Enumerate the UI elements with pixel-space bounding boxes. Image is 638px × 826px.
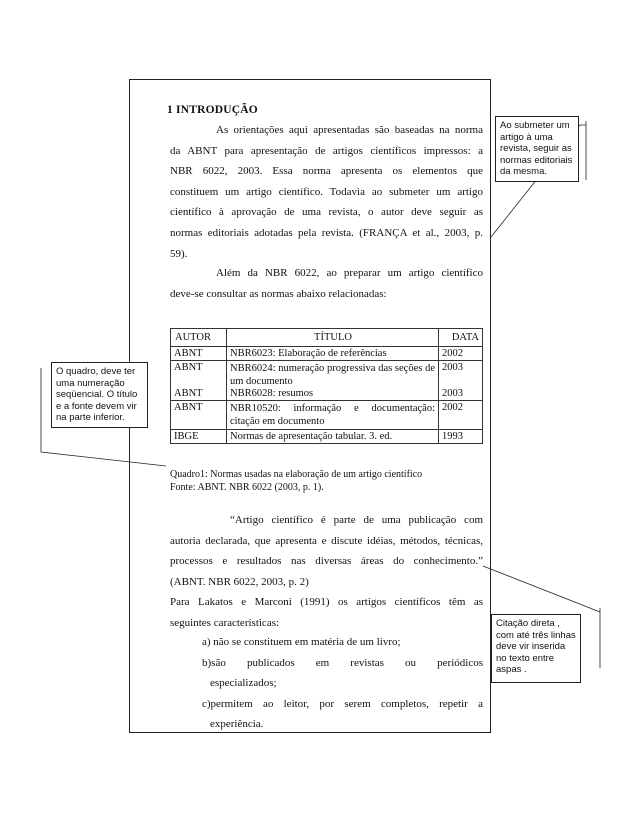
cell-data — [439, 361, 483, 401]
note-direct-quote: Citação direta , com até três linhas deve vir inserida no texto entre aspas . — [491, 614, 581, 683]
list-item: b)são publicados em revistas ou periódicos — [202, 656, 483, 669]
cell-data-line: 2003 — [442, 388, 463, 399]
table-row — [171, 401, 483, 430]
cell-titulo-line: NBR6024: numeração progressiva das seções de um documento — [230, 363, 435, 387]
cell-autor: ABNT — [171, 401, 227, 430]
paragraph-intro — [170, 120, 483, 264]
list-item: a) não se constituem em matéria de um livro; — [202, 636, 401, 648]
cell-titulo — [227, 361, 439, 401]
cell-autor-line: ABNT — [174, 388, 203, 399]
list-item-continuation: especializados; — [210, 677, 277, 690]
cell-titulo: Normas de apresentação tabular. 3. ed. — [227, 430, 439, 444]
text-line: processos e resultados nas diversas áreas do conhecimento.” — [170, 555, 483, 568]
caption-quadro: Quadro1: Normas usadas na elaboração de um artigo científico — [170, 469, 423, 480]
text-line: seguintes características: — [170, 616, 280, 629]
text-line: Além da NBR 6022, ao preparar um artigo científico — [216, 267, 483, 279]
direct-quote — [170, 510, 483, 592]
text-line: da ABNT para apresentação de artigos científicos impressos: a — [170, 144, 483, 157]
text-line: 59). — [170, 247, 188, 260]
cell-titulo-line: NBR6028: resumos — [230, 388, 314, 399]
text-line: científico à aprovação de uma revista, o autor deve seguir as — [170, 206, 483, 219]
table-header-row — [171, 329, 483, 347]
cell-autor — [171, 361, 227, 401]
column-header-data: DATA — [439, 329, 483, 347]
column-header-titulo: TÍTULO — [227, 329, 439, 347]
cell-autor-line: ABNT — [174, 362, 203, 373]
table-row — [171, 361, 483, 401]
characteristics-list — [202, 632, 483, 735]
text-line: NBR 6022, 2003. Essa norma apresenta os elementos que — [170, 165, 483, 178]
list-item-continuation: experiência. — [210, 718, 264, 731]
table-caption — [170, 468, 490, 494]
cell-titulo: NBR10520: informação e documentação: citação em documento — [227, 401, 439, 430]
cell-data: 2002 — [439, 401, 483, 430]
cell-data: 2002 — [439, 347, 483, 361]
cell-data-line: 2003 — [442, 362, 463, 373]
list-item: c)permitem ao leitor, por serem completos, repetir a — [202, 697, 483, 710]
callout-line-bottom-right — [483, 566, 600, 612]
norms-table — [170, 328, 483, 444]
note-table-numbering: O quadro, deve ter uma numeração seqüencial. O título e a fonte devem vir na parte inferior. — [51, 362, 148, 428]
text-line: normas editoriais adotadas pela revista. (FRANÇA et al., 2003, p. — [170, 226, 483, 239]
text-line: deve-se consultar as normas abaixo relacionadas: — [170, 287, 387, 300]
caption-fonte: Fonte: ABNT. NBR 6022 (2003, p. 1). — [170, 482, 324, 493]
text-line: As orientações aqui apresentadas são baseadas na norma — [216, 124, 483, 136]
cell-autor: ABNT — [171, 347, 227, 361]
table-row — [171, 430, 483, 444]
cell-data: 1993 — [439, 430, 483, 444]
text-line: constituem um artigo científico. Todavia ao submeter um artigo — [170, 185, 483, 198]
text-line: autoria declarada, que apresenta e discute idéias, métodos, técnicas, — [170, 534, 483, 547]
text-line: “Artigo científico é parte de uma publicação com — [230, 514, 483, 526]
column-header-autor: AUTOR — [171, 329, 227, 347]
text-line: Para Lakatos e Marconi (1991) os artigos científicos têm as — [170, 596, 483, 608]
table-row — [171, 347, 483, 361]
text-line: (ABNT. NBR 6022, 2003, p. 2) — [170, 575, 309, 588]
cell-autor: IBGE — [171, 430, 227, 444]
section-heading: 1 INTRODUÇÃO — [167, 104, 258, 116]
paragraph-lakatos — [170, 592, 483, 633]
note-editorial-norms: Ao submeter um artigo à uma revista, seguir as normas editoriais da mesma. — [495, 116, 579, 182]
cell-titulo: NBR6023: Elaboração de referências — [227, 347, 439, 361]
paragraph-norms — [170, 263, 483, 304]
